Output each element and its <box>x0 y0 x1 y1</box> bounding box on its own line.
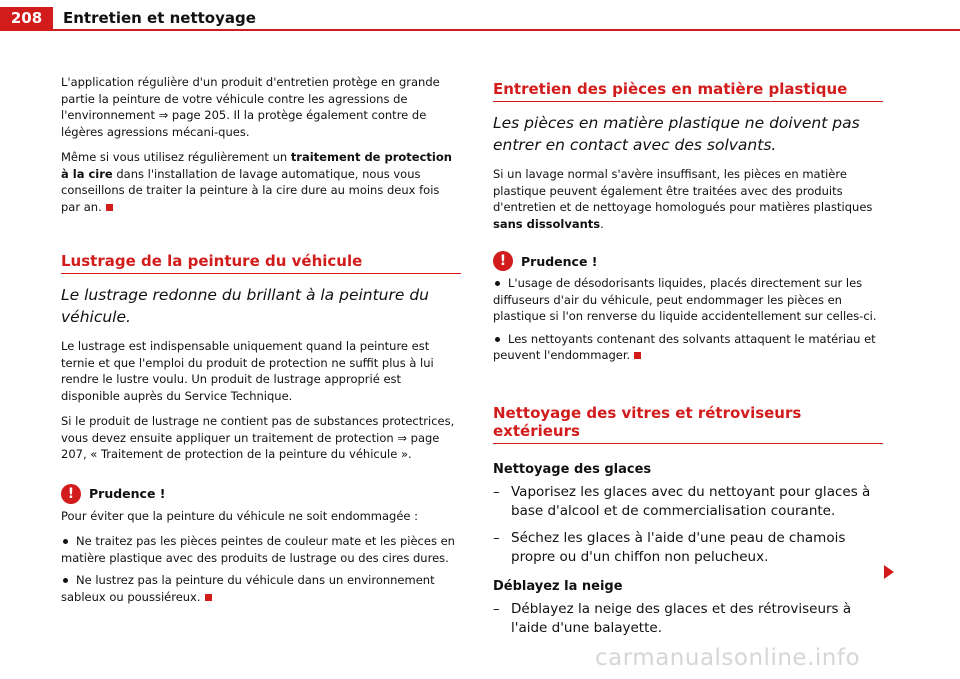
step-dash: – <box>493 600 500 617</box>
bullet-icon <box>63 578 68 583</box>
plastique-text-a: Si un lavage normal s'avère insuffisant, les pièces en matière plastique peuvent également être traitées avec des produits d'entretien et de nettoyage homologués pour matières plastiques <box>493 167 873 214</box>
section-subtitle-lustrage: Le lustrage redonne du brillant à la peinture du véhicule. <box>61 286 430 326</box>
end-of-section-icon <box>634 352 641 359</box>
bullet-text: Les nettoyants contenant des solvants attaquent le matériau et peuvent l'endommager. <box>493 331 876 362</box>
caution-header <box>61 484 461 504</box>
page-header <box>0 0 960 32</box>
step-dash: – <box>493 529 500 546</box>
step-text: Déblayez la neige des glaces et des rétroviseurs à l'aide d'une balayette. <box>511 600 852 636</box>
section-subtitle-plastique: Les pièces en matière plastique ne doivent pas entrer en contact avec des solvants. <box>493 114 860 154</box>
caution-title: Prudence ! <box>89 486 166 501</box>
left-column <box>61 74 461 611</box>
caution-bullet <box>493 275 883 325</box>
subheading-neige: Déblayez la neige <box>493 578 623 594</box>
caution-intro: Pour éviter que la peinture du véhicule ne soit endommagée : <box>61 508 419 523</box>
end-of-section-icon <box>106 204 113 211</box>
caution-bullet <box>61 572 461 605</box>
section-title-lustrage: Lustrage de la peinture du véhicule <box>61 252 461 274</box>
intro-paragraph-1: L'application régulière d'un produit d'entretien protège en grande partie la peinture de votre véhicule contre les agressions de l'environnement ⇒ page 205. Il la protège également contre de légères agressions mécani-ques. <box>61 75 440 139</box>
caution-icon: ! <box>493 251 513 271</box>
caution-title: Prudence ! <box>521 253 598 269</box>
intro-text-b: dans l'installation de lavage automatique, nous vous conseillons de traiter la peinture à la cire dure au moins deux fois par an. <box>61 166 440 214</box>
chapter-title: Entretien et nettoyage <box>63 9 256 27</box>
step-text: Vaporisez les glaces avec du nettoyant pour glaces à base d'alcool et de commercialisation courante. <box>511 483 871 519</box>
bullet-icon <box>495 337 500 342</box>
step-dash: – <box>493 483 500 500</box>
continue-arrow-icon <box>884 565 894 579</box>
bullet-text: Ne traitez pas les pièces peintes de couleur mate et les pièces en matière plastique avec des produits de lustrage ou des cires dures. <box>61 534 455 565</box>
intro-text-a: Même si vous utilisez régulièrement un <box>61 150 291 164</box>
page-number: 208 <box>0 7 53 29</box>
caution-header <box>493 251 883 271</box>
intro-paragraph-2 <box>61 149 461 215</box>
plastique-text-b: . <box>600 216 604 231</box>
section-title-plastique: Entretien des pièces en matière plastique <box>493 80 883 102</box>
header-rule <box>0 29 960 31</box>
watermark: carmanualsonline.info <box>595 645 861 671</box>
step-item <box>493 529 883 567</box>
caution-bullet <box>61 533 461 566</box>
end-of-section-icon <box>205 594 212 601</box>
right-column <box>493 74 883 646</box>
bullet-text: L'usage de désodorisants liquides, placés directement sur les diffuseurs d'air du véhicule, peut endommager les pièces en plastique si l'on renverse du liquide accidentellement sur celles-ci. <box>493 276 877 323</box>
lustrage-paragraph-2: Si le produit de lustrage ne contient pas de substances protectrices, vous devez ensuite appliquer un traitement de protection ⇒ page 207, « Traitement de protection de la peinture du véhicule ». <box>61 414 455 461</box>
lustrage-paragraph-1: Le lustrage est indispensable uniquement quand la peinture est ternie et que l'emploi du produit de protection ne suffit plus à lui rendre le lustre voulu. Un produit de lustrage approprié est disponible auprès du Service Technique. <box>61 339 434 403</box>
bullet-text: Ne lustrez pas la peinture du véhicule dans un environnement sableux ou poussiéreux. <box>61 573 435 604</box>
caution-icon: ! <box>61 484 81 504</box>
section-title-vitres: Nettoyage des vitres et rétroviseurs extérieurs <box>493 404 883 444</box>
bullet-icon <box>63 539 68 544</box>
plastique-paragraph <box>493 166 883 232</box>
plastique-bold: sans dissolvants <box>493 216 601 231</box>
step-item <box>493 600 883 638</box>
caution-bullet <box>493 331 883 364</box>
intro-bold: traitement de protection à la cire <box>61 150 452 181</box>
bullet-icon <box>495 281 500 286</box>
subheading-glaces: Nettoyage des glaces <box>493 461 652 477</box>
step-text: Séchez les glaces à l'aide d'une peau de chamois propre ou d'un chiffon non pelucheux. <box>511 529 846 565</box>
step-item <box>493 483 883 521</box>
